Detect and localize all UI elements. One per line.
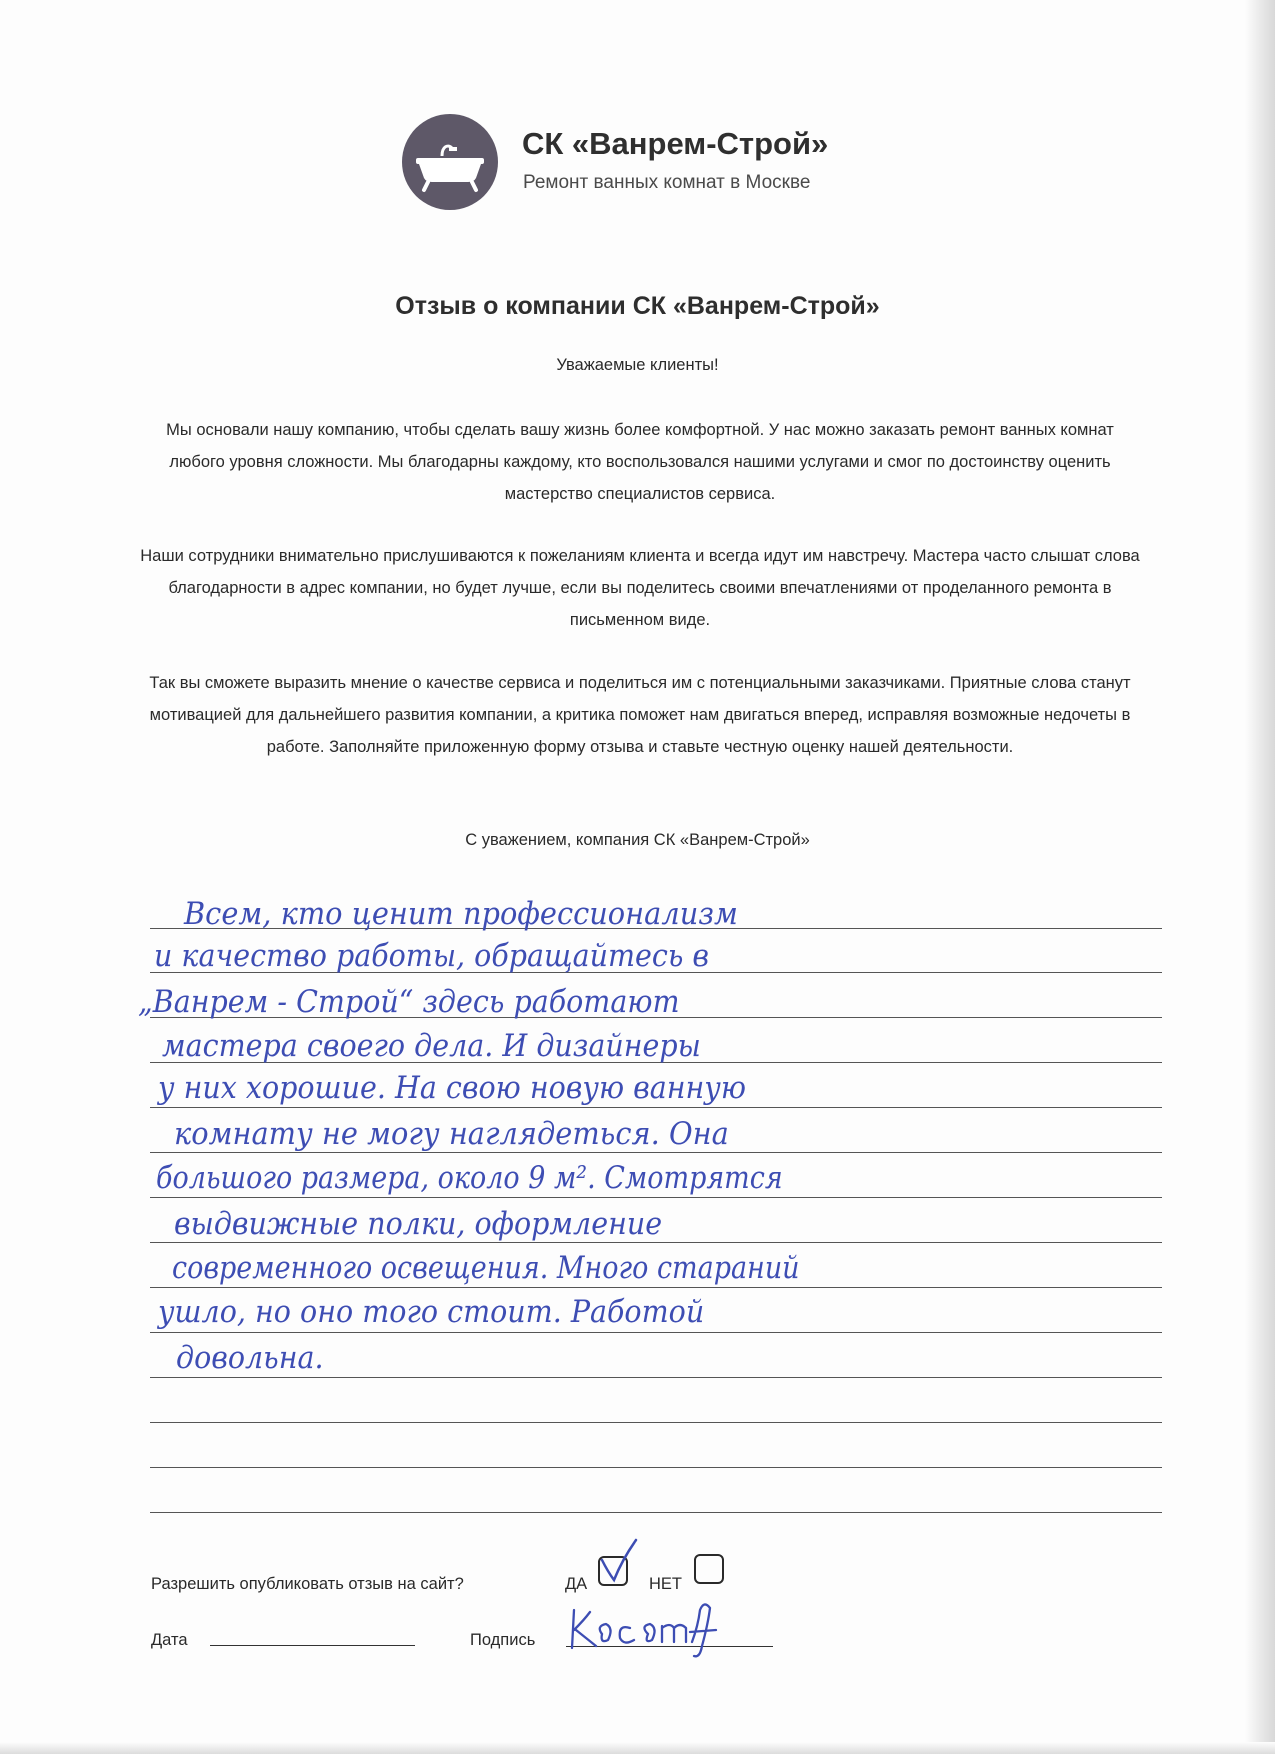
no-label: НЕТ: [649, 1575, 682, 1593]
intro-paragraph-2: Наши сотрудники внимательно прислушиваются к пожеланиям клиента и всегда идут им навстречу. Мастера часто слышат слова благодарности в адрес компании, но будет лучше, если вы поделитесь своими впечатлениями от проделанного ремонта в письменном виде.: [140, 547, 1140, 629]
intro-paragraph-1: Мы основали нашу компанию, чтобы сделать вашу жизнь более комфортной. У нас можно заказать ремонт ванных комнат любого уровня сложности. Мы благодарны каждому, кто воспользовался нашими услугами и смог по достоинству оценить мастерство специалистов сервиса.: [166, 421, 1114, 503]
handwritten-line: „Ванрем - Строй“ здесь работают: [138, 984, 680, 1020]
company-name: СК «Ванрем-Строй»: [522, 126, 829, 161]
writing-line: [150, 1422, 1162, 1423]
handwritten-line: современного освещения. Много стараний: [172, 1250, 800, 1286]
date-label: Дата: [151, 1631, 188, 1649]
intro-paragraph-3: Так вы сможете выразить мнение о качестве сервиса и поделиться им с потенциальными заказчиками. Приятные слова станут мотивацией для дальнейшего развития компании, а критика поможет нам двигаться вперед, исправляя возможные недочеты в работе. Заполняйте приложенную форму отзыва и ставьте честную оценку нашей деятельности.: [149, 674, 1131, 756]
yes-label: ДА: [565, 1575, 588, 1593]
greeting: Уважаемые клиенты!: [556, 356, 719, 374]
checkmark-icon: [596, 1538, 640, 1584]
handwritten-line: комнату не могу наглядеться. Она: [174, 1116, 729, 1152]
scan-bottom-shadow: [0, 1742, 1275, 1754]
company-tagline: Ремонт ванных комнат в Москве: [523, 172, 811, 193]
handwritten-line: у них хорошие. На свою новую ванную: [158, 1070, 746, 1106]
date-field[interactable]: [210, 1645, 415, 1646]
regards-line: С уважением, компания СК «Ванрем-Строй»: [465, 831, 810, 849]
handwritten-line: ушло, но оно того стоит. Работой: [158, 1294, 705, 1330]
handwritten-line: выдвижные полки, оформление: [174, 1206, 663, 1242]
handwritten-line: Всем, кто ценит профессионализм: [184, 896, 738, 932]
no-checkbox[interactable]: [694, 1554, 724, 1584]
signature-mark: [566, 1596, 736, 1666]
handwritten-review: [138, 878, 1162, 1398]
writing-line: [150, 1512, 1162, 1513]
scan-edge-shadow: [1245, 0, 1275, 1754]
page-title: Отзыв о компании СК «Ванрем-Строй»: [395, 292, 880, 320]
writing-line: [150, 1467, 1162, 1468]
handwritten-line: довольна.: [176, 1340, 324, 1376]
publish-question: Разрешить опубликовать отзыв на сайт?: [151, 1575, 464, 1593]
handwritten-line: большого размера, около 9 м². Смотрятся: [156, 1160, 783, 1196]
bathtub-icon: [402, 114, 498, 210]
handwritten-line: мастера своего дела. И дизайнеры: [162, 1028, 701, 1064]
handwritten-line: и качество работы, обращайтесь в: [154, 938, 710, 974]
signature-label: Подпись: [470, 1631, 536, 1649]
